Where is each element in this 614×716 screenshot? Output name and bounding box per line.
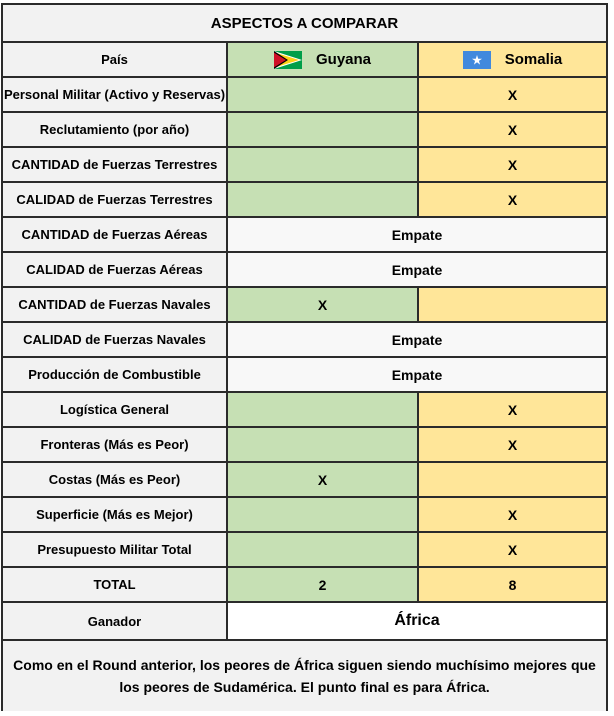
guyana-cell xyxy=(228,113,419,146)
table-row xyxy=(3,113,606,148)
tie-cell: Empate xyxy=(228,218,606,251)
somalia-cell xyxy=(419,463,606,496)
table-row xyxy=(3,218,606,253)
guyana-cell: 2 xyxy=(228,568,419,601)
guyana-cell: X xyxy=(228,463,419,496)
somalia-cell: X xyxy=(419,78,606,111)
row-label: Fronteras (Más es Peor) xyxy=(3,428,228,461)
row-label: Personal Militar (Activo y Reservas) xyxy=(3,78,228,111)
table-row xyxy=(3,288,606,323)
country-row xyxy=(3,43,606,78)
row-label: CANTIDAD de Fuerzas Aéreas xyxy=(3,218,228,251)
table-row xyxy=(3,428,606,463)
country-b-cell xyxy=(419,43,606,76)
winner-label: Ganador xyxy=(3,603,228,639)
table-row xyxy=(3,393,606,428)
guyana-flag-icon xyxy=(274,51,302,69)
winner-row xyxy=(3,603,606,641)
row-label: CANTIDAD de Fuerzas Terrestres xyxy=(3,148,228,181)
row-label: Costas (Más es Peor) xyxy=(3,463,228,496)
table-row xyxy=(3,498,606,533)
country-b-name: Somalia xyxy=(504,51,563,68)
guyana-cell xyxy=(228,183,419,216)
guyana-cell: X xyxy=(228,288,419,321)
table-row xyxy=(3,148,606,183)
row-label: Producción de Combustible xyxy=(3,358,228,391)
row-label: Presupuesto Militar Total xyxy=(3,533,228,566)
table-row xyxy=(3,323,606,358)
row-label: CANTIDAD de Fuerzas Navales xyxy=(3,288,228,321)
country-a-cell xyxy=(228,43,419,76)
somalia-cell: X xyxy=(419,148,606,181)
table-row xyxy=(3,183,606,218)
guyana-cell xyxy=(228,78,419,111)
row-label: Reclutamiento (por año) xyxy=(3,113,228,146)
row-label: TOTAL xyxy=(3,568,228,601)
somalia-cell: X xyxy=(419,498,606,531)
somalia-cell: X xyxy=(419,428,606,461)
row-label: CALIDAD de Fuerzas Navales xyxy=(3,323,228,356)
country-row-label: País xyxy=(3,43,228,76)
somalia-cell: 8 xyxy=(419,568,606,601)
comparison-table xyxy=(1,3,608,711)
country-a-name: Guyana xyxy=(315,51,372,68)
tie-cell: Empate xyxy=(228,323,606,356)
row-label: Superficie (Más es Mejor) xyxy=(3,498,228,531)
table-row xyxy=(3,78,606,113)
guyana-cell xyxy=(228,428,419,461)
somalia-cell: X xyxy=(419,533,606,566)
guyana-cell xyxy=(228,498,419,531)
somalia-cell: X xyxy=(419,393,606,426)
row-label: CALIDAD de Fuerzas Terrestres xyxy=(3,183,228,216)
row-label: Logística General xyxy=(3,393,228,426)
somalia-cell: X xyxy=(419,183,606,216)
table-row xyxy=(3,533,606,568)
comparison-rows xyxy=(3,78,606,603)
tie-cell: Empate xyxy=(228,253,606,286)
row-label: CALIDAD de Fuerzas Aéreas xyxy=(3,253,228,286)
table-row xyxy=(3,253,606,288)
table-row xyxy=(3,463,606,498)
guyana-cell xyxy=(228,393,419,426)
somalia-flag-icon xyxy=(463,51,491,69)
guyana-cell xyxy=(228,148,419,181)
somalia-cell: X xyxy=(419,113,606,146)
table-row xyxy=(3,568,606,603)
guyana-cell xyxy=(228,533,419,566)
somalia-cell xyxy=(419,288,606,321)
conclusion-note: Como en el Round anterior, los peores de África siguen siendo muchísimo mejores que los peores de Sudamérica. El punto final es para África. xyxy=(3,641,606,711)
table-header: ASPECTOS A COMPARAR xyxy=(3,5,606,43)
winner-value: África xyxy=(228,603,606,639)
table-row xyxy=(3,358,606,393)
tie-cell: Empate xyxy=(228,358,606,391)
